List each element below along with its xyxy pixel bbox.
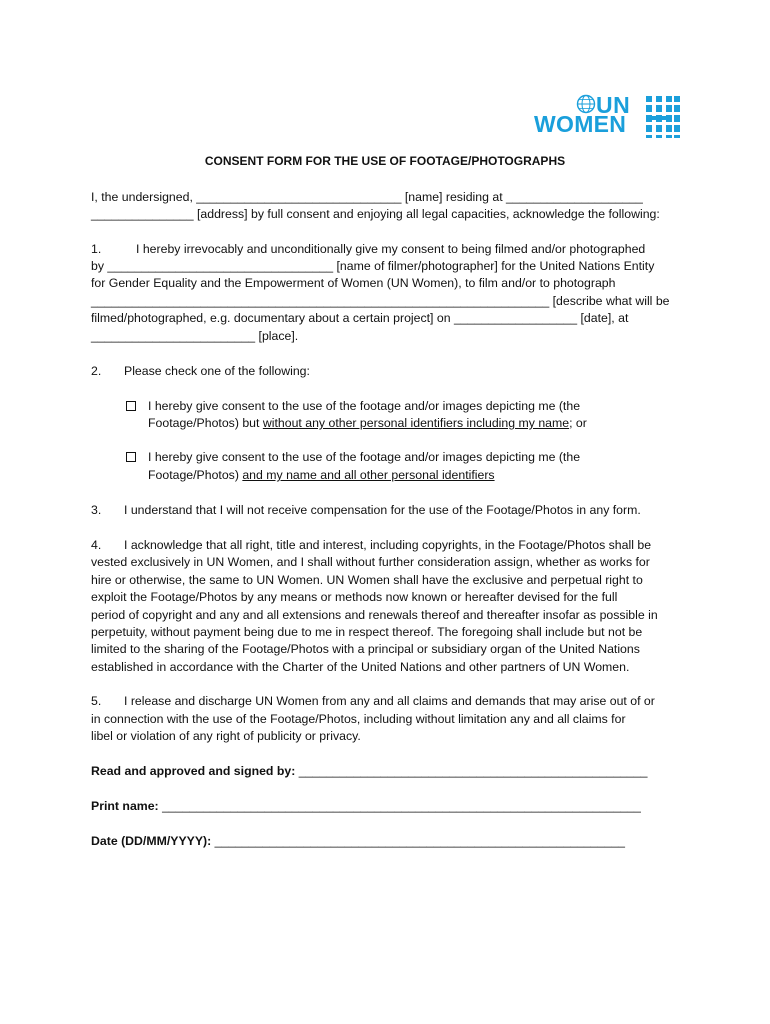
item-1-line-6: ________________________ [place]. <box>91 329 299 343</box>
option-2-checkbox[interactable] <box>126 452 136 462</box>
item-5-line-3: libel or violation of any right of publicity or privacy. <box>91 729 361 743</box>
item-3-text: I understand that I will not receive compensation for the use of the Footage/Photos in any form. <box>124 503 641 517</box>
item-1-line-4: ___________________________________________________________________ [describe what will be <box>91 294 670 308</box>
item-3-number: 3. <box>91 503 102 517</box>
item-1-line-1: I hereby irrevocably and unconditionally give my consent to being filmed and/or photographed <box>136 242 646 256</box>
item-5-number: 5. <box>91 694 102 708</box>
item-4-line-5: period of copyright and any and all extensions and renewals thereof and thereafter insofar as possible in <box>91 608 658 622</box>
item-4-line-4: exploit the Footage/Photos by any means or methods now known or hereafter devised for the full <box>91 590 618 604</box>
item-2-number: 2. <box>91 364 102 378</box>
option-1-end-text: ; or <box>569 416 587 430</box>
item-1-line-5: filmed/photographed, e.g. documentary about a certain project] on __________________ [date], at <box>91 311 629 325</box>
item-4-line-6: perpetuity, without payment being due to me in respect thereof. The foregoing shall include but not be <box>91 625 643 639</box>
option-2-plain-text: Footage/Photos) <box>148 468 243 482</box>
logo-equality-bars-icon <box>642 96 680 138</box>
signed-by-label: Read and approved and signed by: <box>91 764 296 778</box>
un-women-logo <box>534 94 684 140</box>
option-1-underlined-text: without any other personal identifiers including my name <box>262 416 570 430</box>
item-4-number: 4. <box>91 538 102 552</box>
signed-by-line[interactable]: ___________________________________________________ <box>295 764 648 778</box>
print-name-row <box>91 798 641 816</box>
date-row <box>91 833 625 851</box>
option-2-underlined-text: and my name and all other personal identifiers <box>242 468 495 482</box>
item-4-line-2: vested exclusively in UN Women, and I shall without further consideration assign, whether as works for <box>91 555 650 569</box>
option-2-line-1: I hereby give consent to the use of the footage and/or images depicting me (the <box>148 450 581 464</box>
item-4-line-8: established in accordance with the Charter of the United Nations and other partners of UN Women. <box>91 660 630 674</box>
date-line[interactable]: ____________________________________________________________ <box>211 834 626 848</box>
item-1-line-2: by _________________________________ [name of filmer/photographer] for the United Nations Entity <box>91 259 655 273</box>
option-1-plain-text: Footage/Photos) but <box>148 416 263 430</box>
date-label: Date (DD/MM/YYYY): <box>91 834 212 848</box>
item-1-number: 1. <box>91 242 102 256</box>
intro-line-2: _______________ [address] by full consent and enjoying all legal capacities, acknowledge the following: <box>91 207 660 221</box>
logo-un-text: UN <box>596 92 631 118</box>
print-name-line[interactable]: ______________________________________________________________________ <box>158 799 641 813</box>
logo-women-text: WOMEN <box>534 111 627 137</box>
option-2-line-2 <box>148 467 495 485</box>
option-1-line-2 <box>148 415 587 433</box>
form-title: CONSENT FORM FOR THE USE OF FOOTAGE/PHOTOGRAPHS <box>204 154 566 168</box>
signed-by-row <box>91 763 648 781</box>
option-1-checkbox[interactable] <box>126 401 136 411</box>
item-4-line-1: I acknowledge that all right, title and interest, including copyrights, in the Footage/Photos shall be <box>124 538 652 552</box>
print-name-label: Print name: <box>91 799 159 813</box>
item-2-text: Please check one of the following: <box>124 364 310 378</box>
item-5-line-2: in connection with the use of the Footage/Photos, including without limitation any and all claims for <box>91 712 626 726</box>
item-4-line-3: hire or otherwise, the same to UN Women. UN Women shall have the exclusive and perpetual right to <box>91 573 643 587</box>
item-4-line-7: limited to the sharing of the Footage/Photos with a principal or subsidiary organ of the United Nations <box>91 642 640 656</box>
item-1-line-3: for Gender Equality and the Empowerment of Women (UN Women), to film and/or to photograph <box>91 276 616 290</box>
option-1-line-1: I hereby give consent to the use of the footage and/or images depicting me (the <box>148 399 581 413</box>
item-5-line-1: I release and discharge UN Women from any and all claims and demands that may arise out of or <box>124 694 655 708</box>
intro-line-1: I, the undersigned, ______________________________ [name] residing at ____________________ <box>91 190 643 204</box>
